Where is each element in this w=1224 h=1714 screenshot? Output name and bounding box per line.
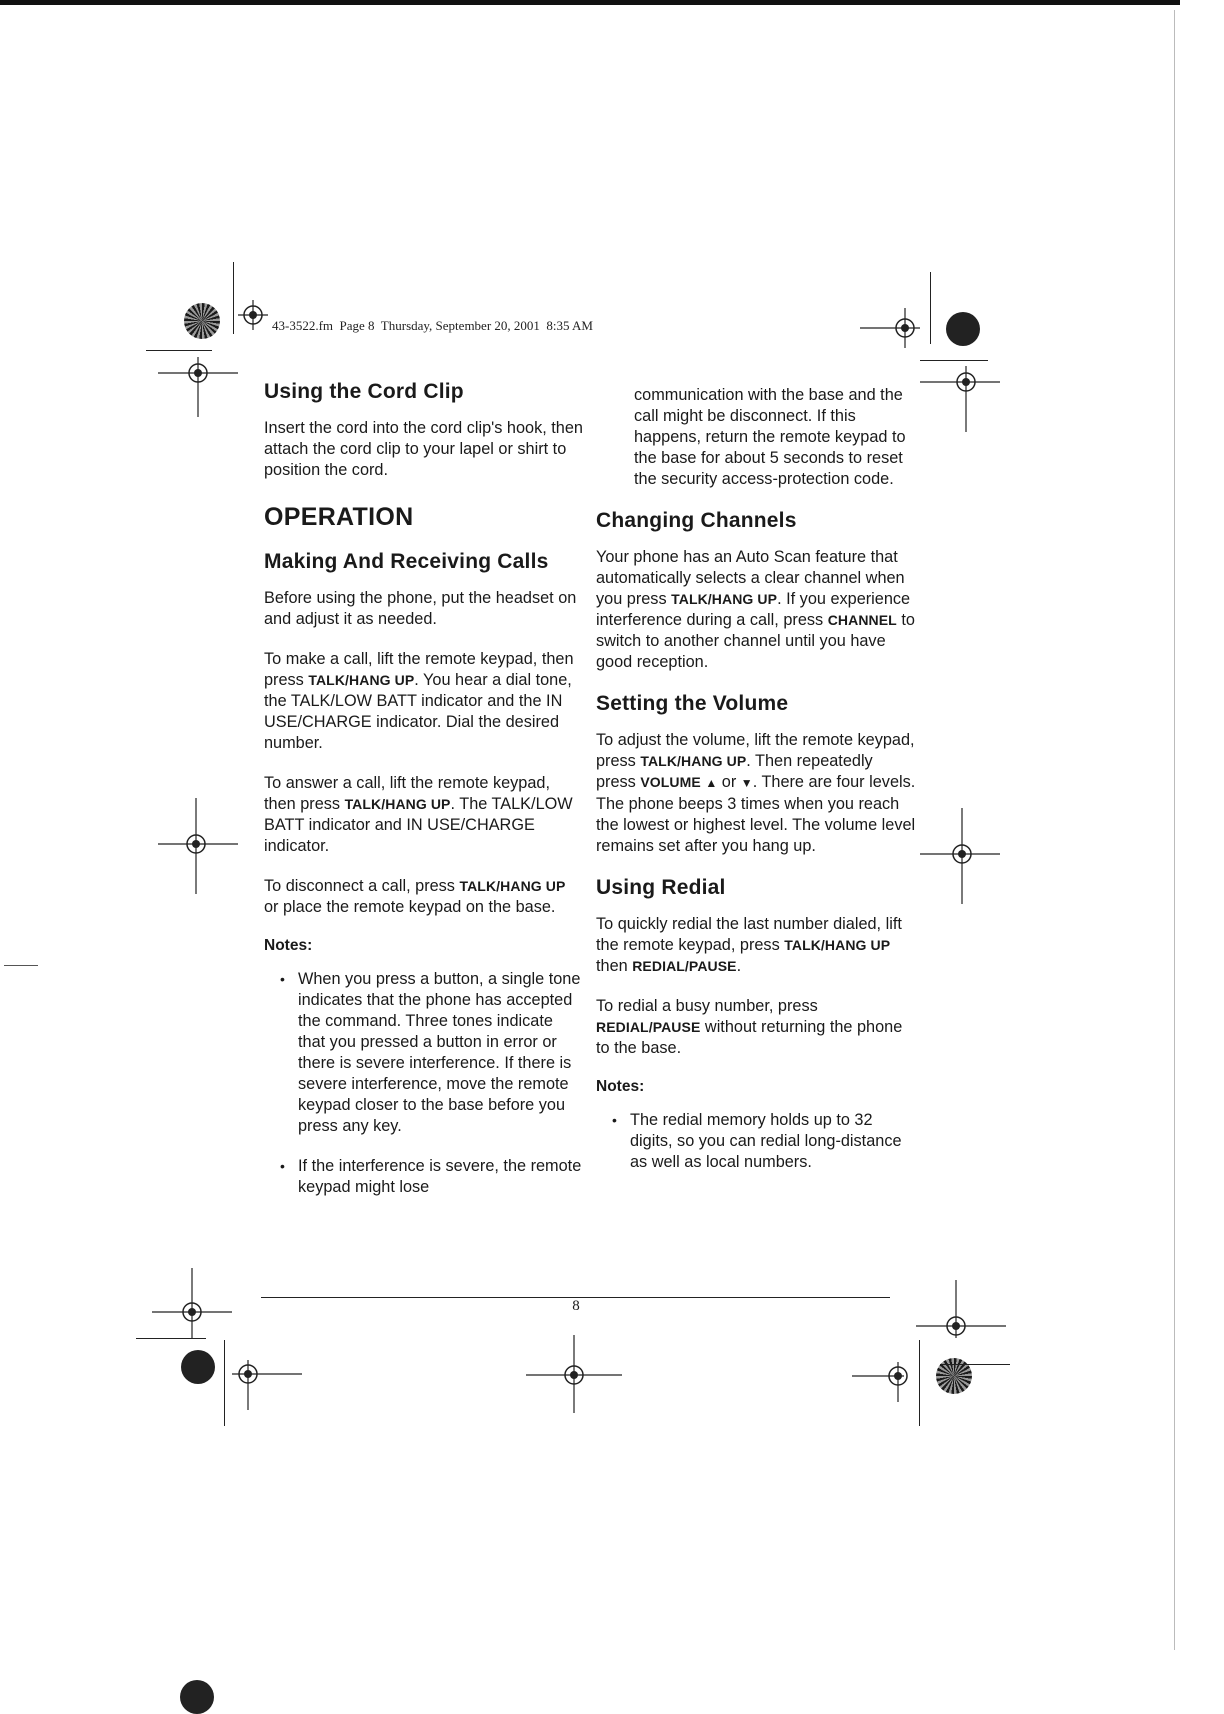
crosshair-icon bbox=[158, 357, 238, 417]
crosshair-icon bbox=[920, 808, 1000, 904]
text-span: . If you experience interference during a call, press bbox=[596, 590, 911, 629]
text-span: Your phone has an Auto Scan feature that automatically selects a clear channel when you press bbox=[596, 548, 905, 608]
registration-dot-icon bbox=[946, 312, 980, 346]
list-item: • When you press a button, a single tone indicates that the phone has accepted the command. Three tones indicate that you pressed a button in error or there is severe interference. If there is severe interference, move the remote keypad closer to the base before you press any key. bbox=[264, 969, 584, 1137]
text-span: To make a call, lift the remote keypad, then press bbox=[264, 650, 574, 689]
text-span: . Then repeatedly press bbox=[596, 752, 873, 791]
crosshair-icon bbox=[860, 308, 950, 358]
notes-list bbox=[596, 1110, 916, 1173]
list-item: • The redial memory holds up to 32 digits, so you can redial long-distance as well as local numbers. bbox=[596, 1110, 916, 1173]
section-heading-volume: Setting the Volume bbox=[596, 692, 789, 715]
registration-dot-icon bbox=[180, 1680, 214, 1714]
redial-paragraph-2 bbox=[596, 996, 916, 1059]
section-heading-redial: Using Redial bbox=[596, 876, 726, 899]
crop-mark-line bbox=[146, 350, 212, 351]
text-span: . You hear a dial tone, the TALK/LOW BATT indicator and the IN USE/CHARGE indicator. Dial the desired number. bbox=[264, 671, 572, 752]
redial-paragraph-1 bbox=[596, 914, 916, 977]
continuation-text: communication with the base and the call might be disconnect. If this happens, return the remote keypad to the base for about 5 seconds to reset the security access-protection code. bbox=[634, 386, 906, 488]
page-header-file-info: 43-3522.fm Page 8 Thursday, September 20, 2001 8:35 AM bbox=[272, 318, 593, 333]
section-heading-channels: Changing Channels bbox=[596, 509, 797, 532]
volume-down-icon: ▼ bbox=[740, 776, 753, 790]
registration-sunburst-icon bbox=[184, 303, 220, 339]
key-name: TALK/HANG UP bbox=[344, 796, 451, 812]
notes-heading: Notes: bbox=[596, 1078, 645, 1095]
text-span: . There are four levels. The phone beeps 3 times when you reach the lowest or highest level. The volume level remains set after you hang up. bbox=[596, 773, 916, 855]
text-span: to switch to another channel until you have good reception. bbox=[596, 611, 915, 671]
crop-mark-line bbox=[233, 262, 234, 334]
crop-mark-line bbox=[940, 1364, 1010, 1365]
key-name: REDIAL/PAUSE bbox=[632, 958, 737, 974]
crosshair-icon bbox=[152, 1268, 232, 1338]
text-span: To answer a call, lift the remote keypad, then press bbox=[264, 774, 550, 813]
section-heading-cord-clip: Using the Cord Clip bbox=[264, 380, 464, 403]
calls-paragraph-1: Before using the phone, put the headset on and adjust it as needed. bbox=[264, 589, 577, 628]
scan-artifact-line bbox=[4, 965, 38, 966]
key-name: REDIAL/PAUSE bbox=[596, 1019, 701, 1035]
calls-paragraph-2 bbox=[264, 649, 584, 754]
volume-up-icon: ▲ bbox=[705, 776, 718, 790]
text-span: without returning the phone to the base. bbox=[596, 1018, 903, 1057]
text-span: To adjust the volume, lift the remote keypad, press bbox=[596, 731, 915, 770]
crosshair-icon bbox=[526, 1335, 622, 1413]
text-span: or bbox=[717, 773, 741, 791]
calls-paragraph-4 bbox=[264, 876, 584, 918]
crosshair-icon bbox=[232, 1360, 302, 1410]
crosshair-icon bbox=[920, 366, 1000, 432]
text-span: . The TALK/LOW BATT indicator and IN USE/CHARGE indicator. bbox=[264, 795, 573, 855]
scan-top-edge bbox=[0, 0, 1180, 5]
calls-paragraph-3 bbox=[264, 773, 584, 857]
scan-right-edge bbox=[1174, 10, 1175, 1650]
crosshair-icon bbox=[916, 1280, 1006, 1338]
text-span: To redial a busy number, press bbox=[596, 997, 818, 1015]
key-name: TALK/HANG UP bbox=[784, 937, 891, 953]
notes-list bbox=[264, 969, 584, 1198]
crop-mark-line bbox=[930, 272, 931, 344]
crosshair-icon bbox=[158, 798, 238, 894]
notes-heading: Notes: bbox=[264, 937, 313, 954]
text-span: then bbox=[596, 957, 633, 975]
registration-dot-icon bbox=[181, 1350, 215, 1384]
text-span: To quickly redial the last number dialed, lift the remote keypad, press bbox=[596, 915, 902, 954]
key-name: TALK/HANG UP bbox=[671, 591, 778, 607]
page-number: 8 bbox=[572, 1298, 580, 1314]
crosshair-icon bbox=[852, 1362, 912, 1418]
text-span: To disconnect a call, press bbox=[264, 877, 460, 895]
left-column bbox=[264, 380, 584, 1217]
crop-mark-line bbox=[920, 360, 988, 361]
text-span: or place the remote keypad on the base. bbox=[264, 898, 556, 916]
crosshair-icon bbox=[238, 300, 268, 330]
key-name: VOLUME bbox=[640, 774, 701, 790]
cord-clip-text: Insert the cord into the cord clip's hook, then attach the cord clip to your lapel or shirt to position the cord. bbox=[264, 419, 583, 479]
crop-mark-line bbox=[136, 1338, 206, 1339]
key-name: TALK/HANG UP bbox=[640, 753, 747, 769]
key-name: CHANNEL bbox=[827, 612, 897, 628]
channels-paragraph bbox=[596, 547, 916, 673]
section-heading-calls: Making And Receiving Calls bbox=[264, 550, 549, 573]
list-item: • If the interference is severe, the remote keypad might lose bbox=[264, 1156, 584, 1198]
volume-paragraph bbox=[596, 730, 916, 857]
key-name: TALK/HANG UP bbox=[308, 672, 415, 688]
crop-mark-line bbox=[919, 1340, 920, 1426]
key-name: TALK/HANG UP bbox=[459, 878, 566, 894]
operation-heading: OPERATION bbox=[264, 503, 414, 531]
crop-mark-line bbox=[224, 1340, 225, 1426]
right-column bbox=[596, 385, 916, 1192]
text-span: . bbox=[736, 957, 742, 975]
